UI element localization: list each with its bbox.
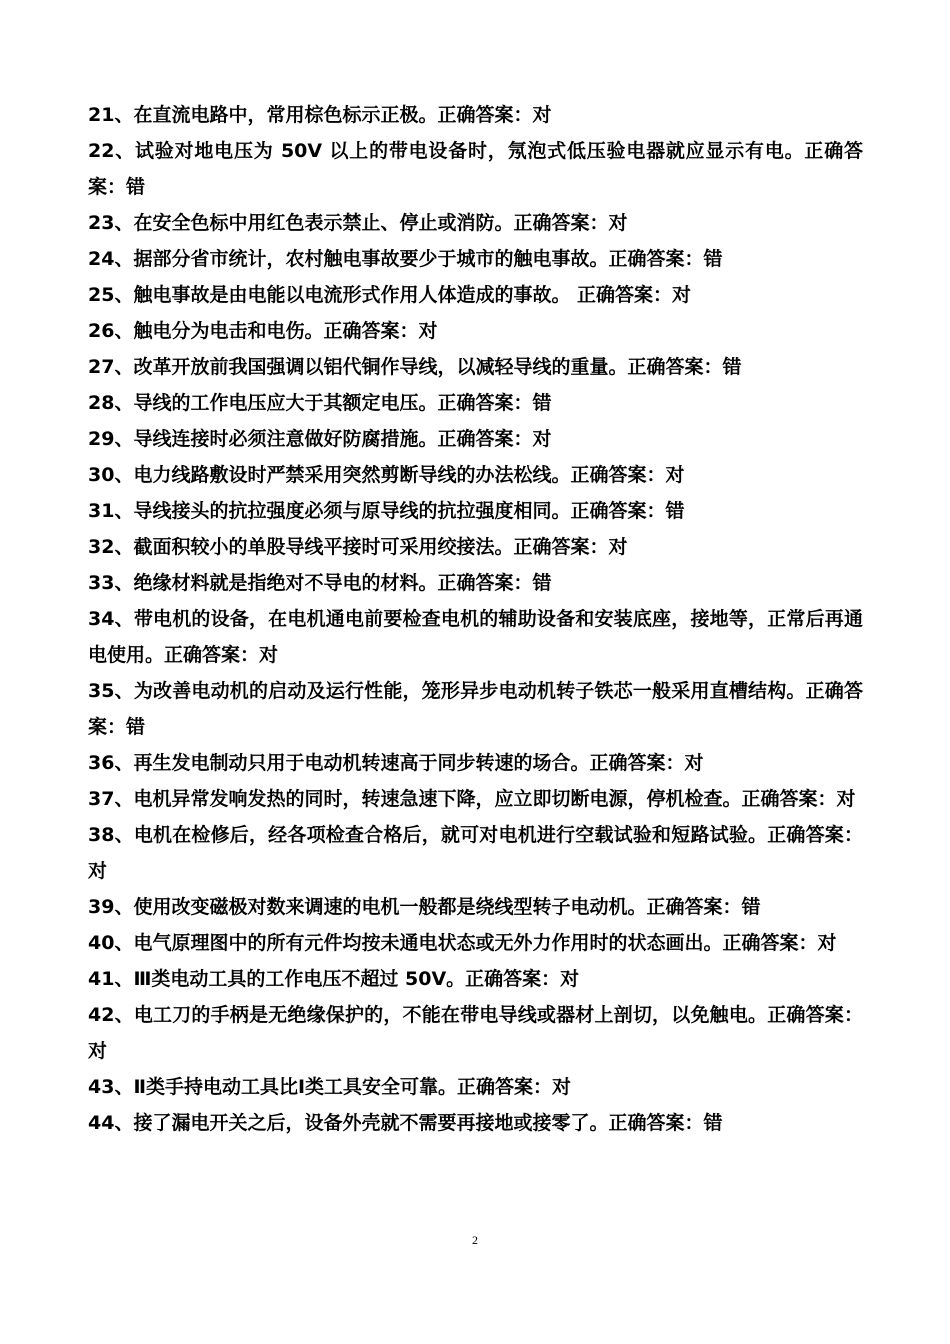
list-item: 21、在直流电路中，常用棕色标示正极。正确答案：对 — [88, 104, 552, 126]
list-item: 42、电工刀的手柄是无绝缘保护的，不能在带电导线或器材上剖切，以免触电。正确答案：对 — [88, 1004, 863, 1062]
list-item: 36、再生发电制动只用于电动机转速高于同步转速的场合。正确答案：对 — [88, 752, 704, 774]
list-item: 33、绝缘材料就是指绝对不导电的材料。正确答案：错 — [88, 572, 552, 594]
list-item: 38、电机在检修后，经各项检查合格后，就可对电机进行空载试验和短路试验。正确答案：对 — [88, 824, 863, 882]
list-item: 43、Ⅱ类手持电动工具比Ⅰ类工具安全可靠。正确答案：对 — [88, 1076, 572, 1098]
list-item: 34、带电机的设备，在电机通电前要检查电机的辅助设备和安装底座，接地等，正常后再通电使用。正确答案：对 — [88, 608, 863, 666]
question-list — [88, 97, 863, 1141]
list-item: 31、导线接头的抗拉强度必须与原导线的抗拉强度相同。正确答案：错 — [88, 500, 685, 522]
list-item: 28、导线的工作电压应大于其额定电压。正确答案：错 — [88, 392, 552, 414]
list-item: 29、导线连接时必须注意做好防腐措施。正确答案：对 — [88, 428, 552, 450]
list-item: 24、据部分省市统计，农村触电事故要少于城市的触电事故。正确答案：错 — [88, 248, 723, 270]
list-item: 40、电气原理图中的所有元件均按未通电状态或无外力作用时的状态画出。正确答案：对 — [88, 932, 837, 954]
list-item: 26、触电分为电击和电伤。正确答案：对 — [88, 320, 438, 342]
list-item: 30、电力线路敷设时严禁采用突然剪断导线的办法松线。正确答案：对 — [88, 464, 685, 486]
list-item: 44、接了漏电开关之后，设备外壳就不需要再接地或接零了。正确答案：错 — [88, 1112, 723, 1134]
page-number: 2 — [472, 1233, 478, 1247]
list-item: 37、电机异常发响发热的同时，转速急速下降，应立即切断电源，停机检查。正确答案：对 — [88, 788, 856, 810]
list-item: 32、截面积较小的单股导线平接时可采用绞接法。正确答案：对 — [88, 536, 628, 558]
list-item: 41、Ⅲ类电动工具的工作电压不超过 50V。正确答案：对 — [88, 968, 580, 990]
list-item: 27、改革开放前我国强调以铝代铜作导线，以减轻导线的重量。正确答案：错 — [88, 356, 742, 378]
list-item: 35、为改善电动机的启动及运行性能，笼形异步电动机转子铁芯一般采用直槽结构。正确答案：错 — [88, 680, 863, 738]
list-item: 39、使用改变磁极对数来调速的电机一般都是绕线型转子电动机。正确答案：错 — [88, 896, 761, 918]
list-item: 23、在安全色标中用红色表示禁止、停止或消防。正确答案：对 — [88, 212, 628, 234]
list-item: 25、触电事故是由电能以电流形式作用人体造成的事故。 正确答案：对 — [88, 284, 692, 306]
list-item: 22、试验对地电压为 50V 以上的带电设备时，氖泡式低压验电器就应显示有电。正确答案：错 — [88, 140, 863, 198]
